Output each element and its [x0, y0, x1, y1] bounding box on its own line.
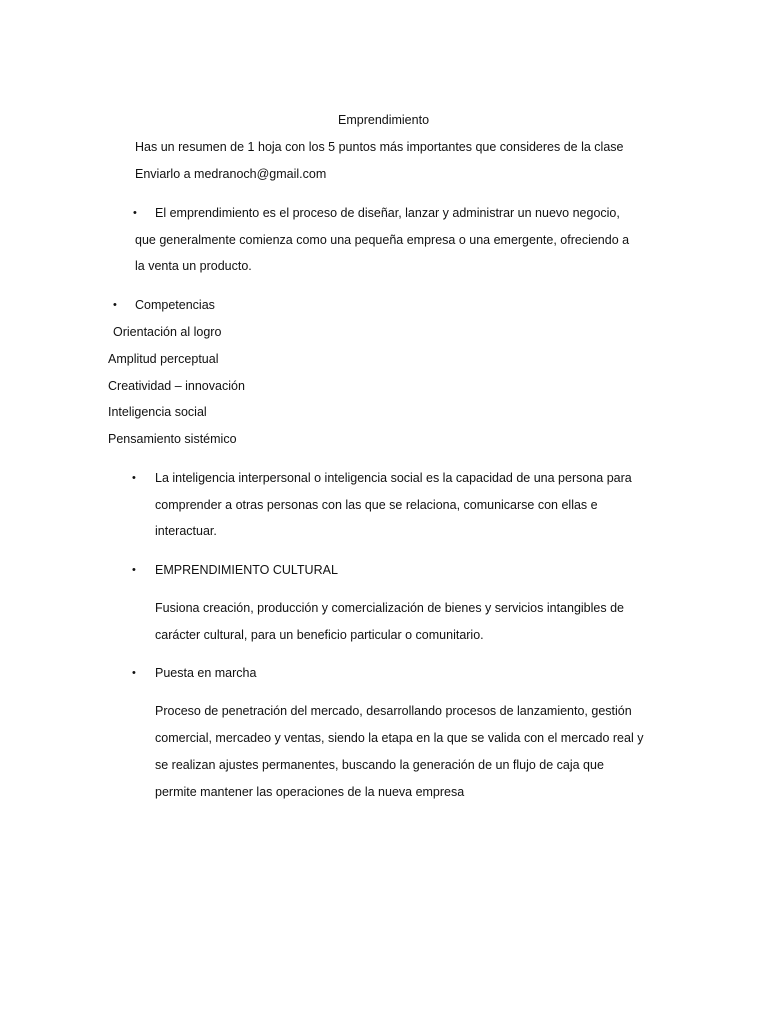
bullet-icon: •	[132, 472, 136, 484]
definition-line: la venta un producto.	[135, 259, 252, 273]
social-line: comprender a otras personas con las que se relaciona, comunicarse con ellas e	[155, 498, 598, 512]
competencia-item: Orientación al logro	[113, 325, 222, 339]
marcha-heading: Puesta en marcha	[155, 666, 257, 680]
competencias-heading: Competencias	[135, 298, 215, 312]
cultural-heading: EMPRENDIMIENTO CULTURAL	[155, 563, 338, 577]
social-line: interactuar.	[155, 524, 217, 538]
competencia-item: Creatividad – innovación	[108, 379, 245, 393]
document-title: Emprendimiento	[338, 113, 430, 127]
definition-line: El emprendimiento es el proceso de diseñar, lanzar y administrar un nuevo negocio,	[155, 206, 620, 220]
cultural-line: Fusiona creación, producción y comercialización de bienes y servicios intangibles de	[155, 601, 624, 615]
marcha-line: se realizan ajustes permanentes, buscando la generación de un flujo de caja que	[155, 758, 604, 772]
marcha-line: comercial, mercadeo y ventas, siendo la etapa en la que se valida con el mercado real y	[155, 731, 644, 745]
bullet-icon: •	[133, 207, 137, 219]
marcha-line: Proceso de penetración del mercado, desarrollando procesos de lanzamiento, gestión	[155, 704, 632, 718]
social-line: La inteligencia interpersonal o inteligencia social es la capacidad de una persona para	[155, 471, 632, 485]
bullet-icon: •	[132, 667, 136, 679]
bullet-icon: •	[113, 299, 117, 311]
marcha-line: permite mantener las operaciones de la nueva empresa	[155, 785, 465, 799]
instruction-line: Has un resumen de 1 hoja con los 5 puntos más importantes que consideres de la clase	[135, 140, 624, 154]
bullet-icon: •	[132, 564, 136, 576]
cultural-line: carácter cultural, para un beneficio particular o comunitario.	[155, 628, 484, 642]
competencia-item: Pensamiento sistémico	[108, 432, 237, 446]
definition-line: que generalmente comienza como una pequeña empresa o una emergente, ofreciendo a	[135, 233, 630, 247]
competencia-item: Inteligencia social	[108, 405, 207, 419]
instruction-email-line: Enviarlo a medranoch@gmail.com	[135, 167, 327, 181]
competencia-item: Amplitud perceptual	[108, 352, 219, 366]
